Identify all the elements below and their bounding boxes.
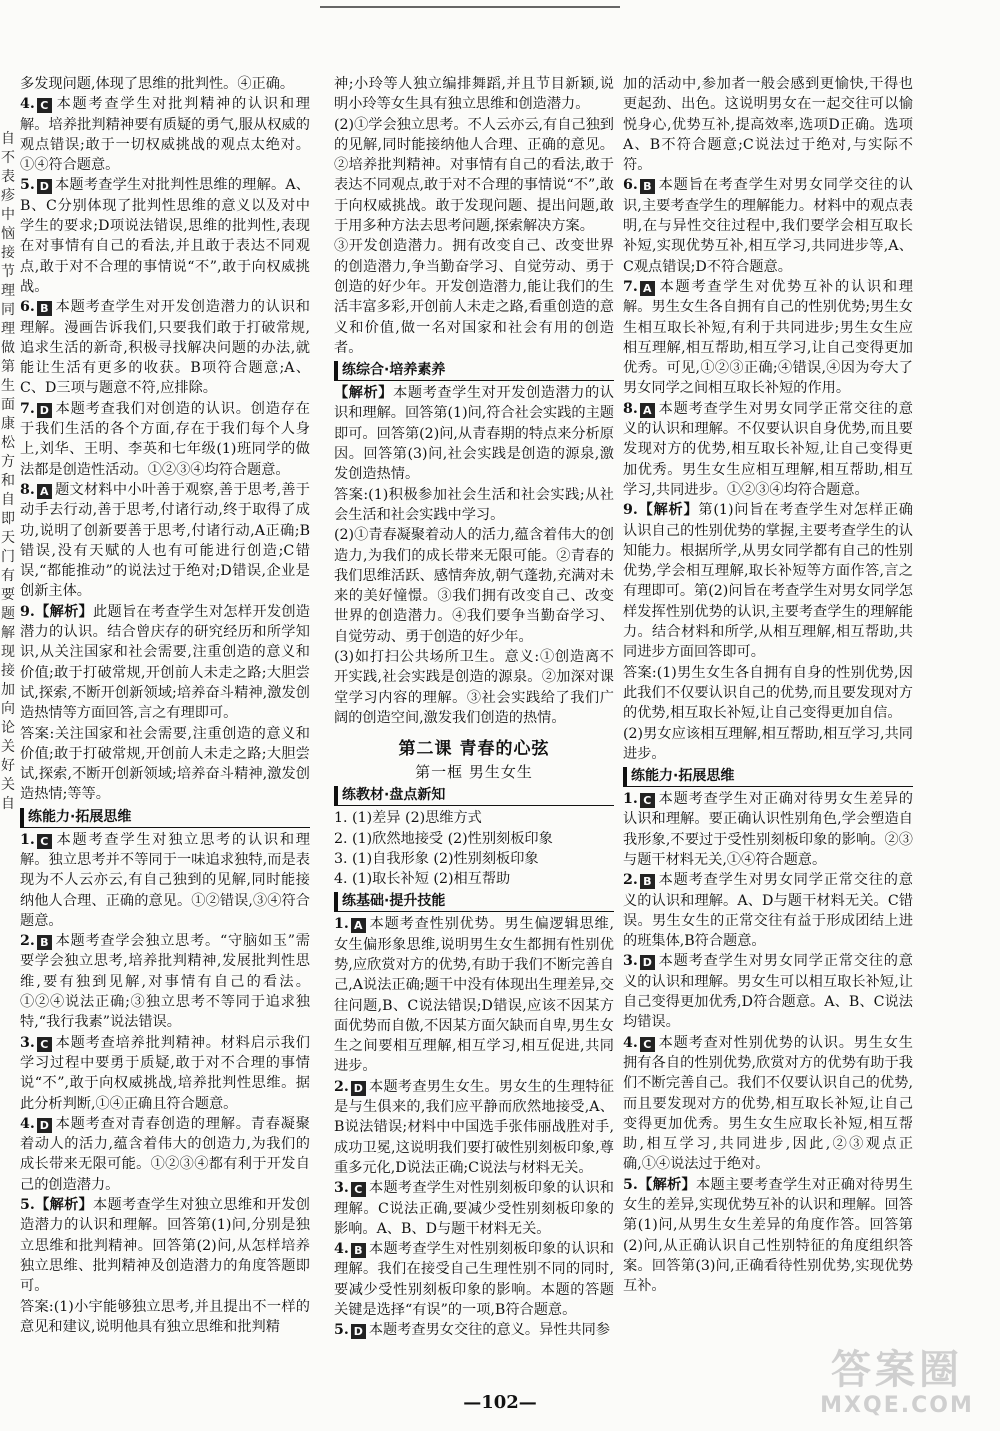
item-text: 本题考查性别优势。男生偏逻辑思维,女生偏形象思维,说明男生女生都拥有性别优势,应欣赏对方的优势,有助于我们不断完善自己,A说法正确;题干中没有体现出生理差异,交往问题,B、C说法错误;D错误,应该不因某方面优势而自傲,不因某方面欠缺而自卑,男生女生之间要相互理解,相互学习,相互促进,共同进步。 [334, 916, 614, 1075]
answer-badge: D [351, 1324, 366, 1339]
answer-badge: D [351, 1081, 366, 1096]
answer-item [20, 1114, 310, 1195]
margin-char: 自 [1, 492, 15, 508]
answer-text [334, 647, 614, 728]
item-text: 本题考查学生对优势互补的认识和理解。男生女生各自拥有自己的性别优势;男生女生相互取长补短,有利于共同进步;男生女生应相互理解,相互帮助,相互学习,让自己变得更加优秀。可见,①②③正确;④错误,④因为夸大了男女同学之间相互取长补短的作用。 [623, 278, 913, 397]
margin-char: 表 [1, 169, 15, 185]
answer-item [623, 951, 913, 1032]
item-text: 本题考查学生对开发创造潜力的认识和理解。漫画告诉我们,只要我们敢于打破常规,追求生活的新奇,积极寻找解决问题的办法,就能让生活有更多的收获。B项符合题意;A、C、D三项与题意不符,应排除。 [20, 299, 310, 397]
margin-char: 康 [1, 416, 15, 432]
item-text: (2)①青春凝聚着动人的活力,蕴含着伟大的创造力,为我们的成长带来无限可能。②青春的我们思维活跃、感情奔放,朝气蓬勃,充满对未来的美好憧憬。③我们拥有改变自己、改变世界的创造潜力。④我们要争当勤奋学习、自觉劳动、勇于创造的好少年。 [334, 527, 614, 645]
item-number: 4. [334, 1241, 349, 1258]
answer-text [334, 829, 614, 849]
answer-badge: B [37, 301, 52, 316]
margin-char: 做 [1, 340, 15, 356]
answer-badge: D [640, 955, 655, 970]
answer-badge: C [37, 834, 52, 849]
item-number: 7. [20, 400, 35, 417]
answer-item [20, 1033, 310, 1114]
answer-column-2 [334, 74, 614, 1341]
answer-item [334, 1178, 614, 1239]
answer-badge: B [37, 935, 52, 950]
item-number: 5. [20, 1197, 35, 1214]
item-text: 本题考查学生对开发创造潜力的认识和理解。回答第(1)问,符合社会实践的主题即可。回答第(2)问,从青春期的特点来分析原因。回答第(3)问,社会实践是创造的源泉,激发创造热情。 [334, 385, 614, 483]
answer-text [334, 869, 614, 889]
answer-item [623, 1033, 913, 1175]
item-text: 多发现问题,体现了思维的批判性。④正确。 [20, 76, 295, 92]
item-text: 神;小玲等人独立编排舞蹈,并且节目新颖,说明小玲等女生具有独立思维和创造潜力。 [334, 76, 614, 113]
item-number: 1. [623, 791, 638, 808]
section-heading: 练能力·拓展思维 [20, 808, 310, 828]
answer-badge: A [37, 484, 52, 499]
analysis-tag: 【解析】 [334, 385, 394, 402]
answer-item [334, 1320, 614, 1340]
item-text: 3. (1)自我形象 (2)性别刻板印象 [334, 850, 539, 867]
item-text: 本题考查学生对男女同学正常交往的意义的认识和理解。A、D与题干材料无关。C错误。男生女生的正常交往有益于形成团结上进的班集体,B符合题意。 [623, 872, 913, 950]
answer-column-1 [20, 74, 310, 1337]
item-number: 5. [334, 1322, 349, 1339]
item-text: 本题考查学会独立思考。“守脑如玉”需要学会独立思考,培养批判精神,发展批判性思维,要有独到见解,对事情有自己的看法。①②④说法正确;③独立思考不等同于追求独特,“我行我素”说法错误。 [20, 933, 310, 1031]
answer-text [334, 525, 614, 647]
answer-badge: D [37, 1118, 52, 1133]
analysis-tag: 【解析】 [637, 502, 699, 519]
item-text: 本题考查学生对性别刻板印象的认识和理解。我们在接受自己生理性别不同的同时,要减少受性别刻板印象的影响。本题的答题关键是选择“有误”的一项,B符合题意。 [334, 1241, 614, 1319]
item-number: 5. [20, 177, 35, 194]
answer-text [623, 663, 913, 724]
answer-item [623, 399, 913, 500]
item-text: 1. (1)差异 (2)思维方式 [334, 810, 482, 827]
answer-item [20, 1195, 310, 1296]
answer-text [20, 724, 310, 805]
item-text: 本题考查学生对男女同学正常交往的意义的认识和理解。不仅要认识自身优势,而且要发现对方的优势,相互取长补短,让自己变得更加优秀。男生女生应相互理解,相互帮助,相互学习,共同进步。①②③④均符合题意。 [623, 400, 913, 498]
item-text: 本题考查男女交往的意义。异性共同参 [368, 1322, 611, 1339]
item-number: 3. [623, 953, 638, 970]
item-text: 2. (1)欣然地接受 (2)性别刻板印象 [334, 830, 553, 847]
margin-char: 关 [1, 739, 15, 755]
section-heading: 练基础·提升技能 [334, 892, 614, 912]
answer-badge: B [640, 179, 655, 194]
item-text: 4. (1)取长补短 (2)相互帮助 [334, 871, 511, 888]
item-text: 答案:(1)男生女生各自拥有自身的性别优势,因此我们不仅要认识自己的优势,而且要发现对方的优势,相互取长补短,让自己变得更加自信。 [623, 664, 913, 722]
margin-char: 自 [1, 796, 15, 812]
answer-item [623, 789, 913, 870]
answer-text [334, 849, 614, 869]
item-number: 2. [623, 872, 638, 889]
answer-item [334, 1239, 614, 1320]
item-number: 8. [623, 400, 638, 417]
analysis-tag: 【解析】 [34, 1197, 94, 1214]
answer-item [334, 914, 614, 1076]
margin-char: 自 [1, 131, 15, 147]
item-text: (2)①学会独立思考。不人云亦云,有自己独到的见解,同时能接纳他人合理、正确的意见。②培养批判精神。对事情有自己的看法,敢于表达不同观点,敢于对不合理的事情说“不”,敢于向权威挑战。敢于发现问题、提出问题,敢于用多种方法去思考问题,探索解决方案。 [334, 116, 614, 235]
watermark-title: 答案圈 [831, 1347, 963, 1393]
margin-char: 松 [1, 435, 15, 451]
item-text: 本题考查学生对独立思维和开发创造潜力的认识和理解。回答第(1)问,分别是独立思维和批判精神。回答第(2)问,从怎样培养独立思维、批判精神及创造潜力的角度答题即可。 [20, 1197, 310, 1295]
item-text: 答案:(1)小宇能够独立思考,并且提出不一样的意见和建议,说明他具有独立思维和批判精 [20, 1298, 310, 1335]
item-number: 7. [623, 278, 638, 295]
item-text: 本题考查我们对创造的认识。创造存在于我们生活的各个方面,存在于我们每个人身上,刘华、王明、李英和七年级(1)班同学的做法都是创造性活动。①②③④均符合题意。 [20, 400, 310, 478]
item-text: 本题考查对青春创造的理解。青春凝聚着动人的活力,蕴含着伟大的创造力,为我们的成长带来无限可能。①②③④都有利于开发自己的创造潜力。 [20, 1115, 310, 1193]
answer-item [20, 830, 310, 931]
answer-column-3 [623, 74, 913, 1297]
item-number: 6. [20, 299, 35, 316]
margin-char: 即 [1, 511, 15, 527]
margin-char: 中 [1, 207, 15, 223]
frame-title: 第一框 男生女生 [415, 763, 533, 782]
item-number: 6. [623, 177, 638, 194]
margin-char: 面 [1, 397, 15, 413]
answer-item [623, 870, 913, 951]
answer-badge: C [640, 1037, 655, 1052]
item-text: 本题考查学生对正确对待男女生差异的认识和理解。要正确认识性别角色,学会塑造自我形象,不要过于受性别刻板印象的影响。②③与题干材料无关,①④符合题意。 [623, 791, 913, 868]
margin-char: 天 [1, 530, 15, 546]
margin-char: 论 [1, 720, 15, 736]
page-number: —102— [463, 1392, 537, 1413]
answer-text [334, 236, 614, 358]
section-heading: 练能力·拓展思维 [623, 767, 913, 787]
item-text: 本题考查学生对性别刻板印象的认识和理解。C说法正确,要减少受性别刻板印象的影响。A、B、D与题干材料无关。 [334, 1180, 614, 1237]
margin-char: 同 [1, 302, 15, 318]
margin-char: 门 [1, 549, 15, 565]
answer-badge: D [37, 179, 52, 194]
answer-item [20, 399, 310, 480]
answer-item [20, 94, 310, 175]
answer-badge: D [37, 403, 52, 418]
margin-char: 生 [1, 378, 15, 394]
margin-char: 理 [1, 321, 15, 337]
answer-text [623, 74, 913, 175]
top-rule [320, 6, 620, 8]
item-text: 第(1)问旨在考查学生对怎样正确认识自己的性别优势的掌握,主要考查学生的认知能力。根据所学,从男女同学都有自己的性别优势,学会相互理解,取长补短等方面作答,言之有理即可。第(2)问旨在考查学生对男女同学怎样发挥性别优势的认识,主要考查学生的理解能力。结合材料和所学,从相互理解,相互帮助,共同进步方面回答即可。 [623, 502, 913, 661]
item-text: (2)男女应该相互理解,相互帮助,相互学习,共同进步。 [623, 725, 913, 762]
item-number: 9. [623, 502, 638, 519]
item-number: 2. [334, 1078, 349, 1095]
left-margin-text [0, 130, 16, 814]
answer-item [20, 297, 310, 398]
answer-text [334, 74, 614, 115]
lesson-title: 第二课 青春的心弦 [398, 739, 550, 760]
answer-text [20, 74, 310, 94]
margin-char: 接 [1, 663, 15, 679]
margin-char: 理 [1, 283, 15, 299]
answer-item [623, 500, 913, 662]
item-text: 答案:(1)积极参加社会生活和社会实践;从社会生活和社会实践中学习。 [334, 486, 614, 523]
answer-badge: C [351, 1182, 366, 1197]
margin-char: 要 [1, 587, 15, 603]
item-text: 答案:关注国家和社会需要,注重创造的意义和价值;敢于打破常规,开创前人未走之路;大胆尝试,探索,不断开创新领域;培养奋斗精神,激发创造热情;等等。 [20, 725, 310, 803]
item-number: 4. [20, 1115, 35, 1132]
answer-text [334, 115, 614, 237]
margin-char: 关 [1, 777, 15, 793]
answer-badge: A [351, 918, 366, 933]
answer-badge: A [640, 281, 655, 296]
answer-badge: A [640, 403, 655, 418]
answer-badge: B [351, 1243, 366, 1258]
answer-text [20, 1297, 310, 1338]
margin-char: 有 [1, 568, 15, 584]
item-number: 4. [623, 1034, 638, 1051]
analysis-tag: 【解析】 [34, 603, 94, 620]
answer-badge: C [37, 98, 52, 113]
margin-char: 恼 [1, 226, 15, 242]
margin-char: 好 [1, 758, 15, 774]
answer-item [20, 931, 310, 1032]
item-number: 2. [20, 933, 35, 950]
item-text: 本题考查培养批判精神。材料启示我们学习过程中要勇于质疑,敢于对不合理的事情说“不”,敢于向权威挑战,培养批判性思维。据此分析判断,①④正确且符合题意。 [20, 1034, 310, 1112]
item-text: 本题考查学生对批判性思维的理解。A、B、C分别体现了批判性思维的意义以及对中学生的要求;D项说法错误,思维的批判性,表现在对事情有自己的看法,并且敢于表达不同观点,敢于对不合理的事情说“不”,敢于向权威挑战。 [20, 177, 310, 295]
answer-text [334, 383, 614, 484]
margin-char: 向 [1, 701, 15, 717]
answer-item [20, 480, 310, 602]
answer-badge: B [640, 874, 655, 889]
item-text: 本题主要考查学生对正确对待男生女生的差异,实现优势互补的认识和理解。回答第(1)问,从男生女生差异的角度作答。回答第(2)问,从正确认识自己性别特征的角度组织答案。回答第(3)问,正确看待性别优势,实现优势互补。 [623, 1176, 913, 1295]
answer-badge: C [640, 793, 655, 808]
answer-text [623, 724, 913, 765]
item-text: 此题旨在考查学生对怎样开发创造潜力的认识。结合曾庆存的研究经历和所学知识,从关注国家和社会需要,注重创造的意义和价值;敢于打破常规,开创前人未走之路;大胆尝试,探索,不断开创新领域;培养奋斗精神,激发创造热情等方面回答,言之有理即可。 [20, 603, 310, 722]
answer-item [334, 1077, 614, 1178]
answer-item [20, 602, 310, 724]
answer-text [334, 485, 614, 526]
item-number: 9. [20, 603, 35, 620]
item-number: 8. [20, 481, 35, 498]
analysis-tag: 【解析】 [637, 1176, 697, 1193]
margin-char: 加 [1, 682, 15, 698]
item-number: 5. [623, 1176, 638, 1193]
item-text: 本题考查学生对独立思考的认识和理解。独立思考并不等同于一味追求独特,而是表现为不人云亦云,有自己独到的见解,同时能接纳他人合理、正确的意见。①②错误,③④符合题意。 [20, 831, 310, 929]
item-text: 本题考查学生对男女同学正常交往的意义的认识和理解。男女生可以相互取长补短,让自己变得更加优秀,D符合题意。A、B、C说法均错误。 [623, 953, 913, 1031]
margin-char: 第 [1, 359, 15, 375]
item-text: 本题旨在考查学生对男女同学交往的认识,主要考查学生的理解能力。材料中的观点表明,在与异性交往过程中,我们要学会相互取长补短,实现优势互补,相互学习,共同进步等,A、C观点错误;D不符合题意。 [623, 177, 913, 275]
answer-item [623, 1175, 913, 1297]
item-text: ③开发创造潜力。拥有改变自己、改变世界的创造潜力,争当勤奋学习、自觉劳动、勇于创造的好少年。开发创造潜力,能让我们的生活丰富多彩,开创前人未走之路,看重创造的意义和价值,做一名对国家和社会有用的创造者。 [334, 238, 614, 356]
answer-item [623, 277, 913, 399]
item-text: 本题考查男生女生。男女生的生理特征是与生俱来的,我们应平静而欣然地接受,A、B说法错误;材料中中国选手张伟丽战胜对手,成功卫冕,这说明我们要打破性别刻板印象,尊重多元化,D说法正确;C说法与材料无关。 [334, 1078, 614, 1176]
item-number: 3. [334, 1180, 349, 1197]
item-number: 1. [334, 916, 349, 933]
answer-item [20, 175, 310, 297]
answer-item [623, 175, 913, 276]
item-number: 4. [20, 96, 35, 113]
section-heading: 练教材·盘点新知 [334, 786, 614, 806]
item-number: 1. [20, 831, 35, 848]
margin-char: 和 [1, 473, 15, 489]
margin-char: 接 [1, 245, 15, 261]
section-heading: 练综合·培养素养 [334, 361, 614, 381]
item-text: 加的活动中,参加者一般会感到更愉快,干得也更起劲、出色。这说明男女在一起交往可以愉悦身心,优势互补,提高效率,选项D正确。选项A、B不符合题意;C说法过于绝对,与实际不符。 [623, 76, 913, 174]
item-text: 本题考查对性别优势的认识。男生女生拥有各自的性别优势,欣赏对方的优势有助于我们不断完善自己。我们不仅要认识自己的优势,而且要发现对方的优势,相互取长补短,让自己变得更加优秀。男生女生应取长补短,相互帮助,相互学习,共同进步,因此,②③观点正确,①④说法过于绝对。 [623, 1034, 913, 1173]
item-text: 题文材料中小叶善于观察,善于思考,善于动手去行动,善于思考,付诸行动,终于取得了成功,说明了创新要善于思考,付诸行动,A正确;B错误,没有天赋的人也有可能进行创造;C错误,“都能推动”的说法过于绝对;D错误,企业是创新主体。 [20, 481, 310, 600]
margin-char: 题 [1, 606, 15, 622]
margin-char: 现 [1, 644, 15, 660]
answer-badge: C [37, 1037, 52, 1052]
item-text: (3)如打扫公共场所卫生。意义:①创造离不开实践,社会实践是创造的源泉。②加深对课堂学习内容的理解。③社会实践给了我们广阔的创造空间,激发我们创造的热情。 [334, 649, 614, 726]
margin-char: 解 [1, 625, 15, 641]
margin-char: 节 [1, 264, 15, 280]
watermark-logo [802, 1347, 992, 1427]
item-number: 3. [20, 1034, 35, 1051]
margin-char: 方 [1, 454, 15, 470]
margin-char: 疹 [1, 188, 15, 204]
margin-char: 不 [1, 150, 15, 166]
answer-text [334, 808, 614, 828]
watermark-url: MXQE.COM [820, 1393, 974, 1418]
item-text: 本题考查学生对批判精神的认识和理解。培养批判精神要有质疑的勇气,服从权威的观点错误;敢于一切权威挑战的观点太绝对。①④符合题意。 [20, 96, 310, 174]
